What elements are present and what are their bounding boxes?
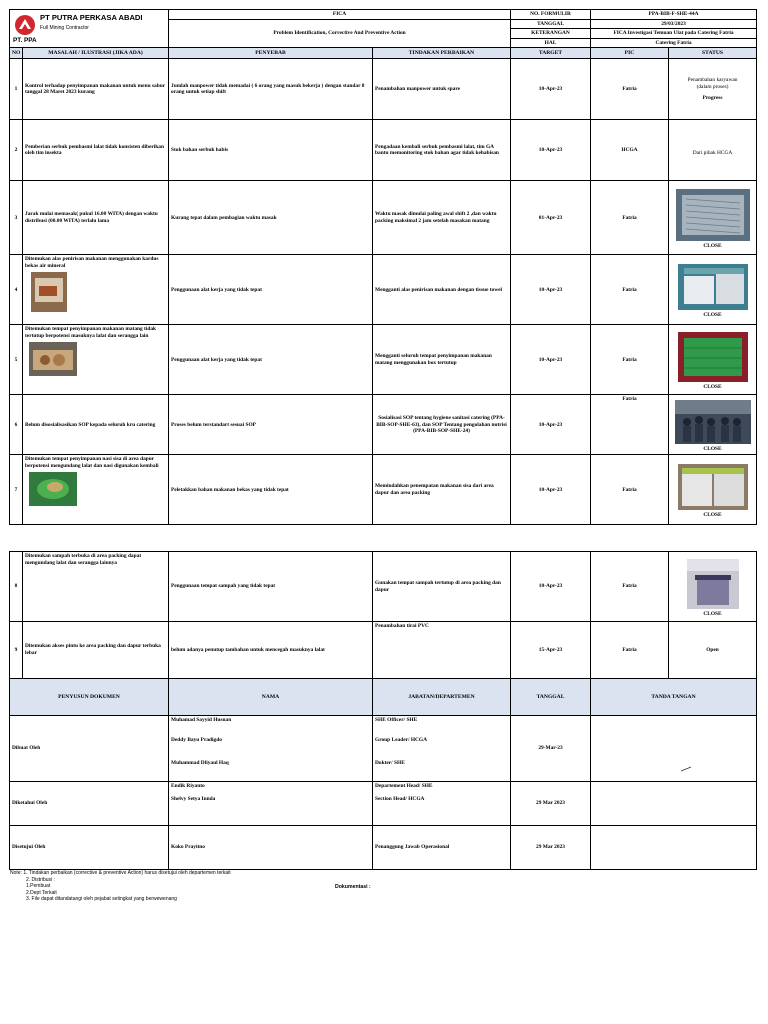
signoff-row-diketahui [10,782,757,826]
signoff-names [169,716,373,782]
table-row [10,395,757,455]
signoff-name: Muhammad Dliyaul Haq [171,760,229,767]
row-masalah: Kontrol terhadap penyimpanan makanan untuk menu sahur tanggal 28 Maret 2023 kurang [23,59,169,120]
signoff-header-jabatan: JABATAN/DEPARTEMEN [373,679,511,716]
row-masalah: Belum disosialisasikan SOP kepada seluruh kru catering [23,395,169,455]
signoff-signature-cell [591,716,757,782]
signoff-role: Departement Head/ SHE [375,783,433,789]
row-penyebab: Kurang tepat dalam pembagian waktu masak [169,181,373,255]
row-masalah [23,255,169,325]
signature-mark-icon [680,766,692,772]
evidence-photo-cardboard-icon [31,272,67,312]
row-masalah-text: Ditemukan tempat penyimpanan makanan matang tidak tertutup berpotensi masuknya lalat dan serangga lain [25,326,157,339]
signoff-role: SHE Officer/ SHE [375,717,418,723]
row-target: 10-Apr-23 [511,255,591,325]
row-no: 9 [10,622,23,679]
table-row [10,181,757,255]
meta-label-2: KETERANGAN [511,29,591,39]
signoff-roles [373,716,511,782]
row-status [669,59,757,120]
evidence-photo-trash-bin-icon [687,559,739,609]
signoff-name: Endik Riyanto [171,783,205,789]
table-row [10,120,757,181]
evidence-photo-tissue-box-icon [678,264,748,310]
status-label: CLOSE [703,511,722,518]
signoff-header-ttd: TANDA TANGAN [591,679,757,716]
col-status: STATUS [669,48,757,59]
row-masalah [23,325,169,395]
signoff-row-dibuat [10,716,757,782]
row-no: 7 [10,455,23,525]
note-line: Note: 1. Tindakan perbaikan (corrective & preventive Action) harus disetujui oleh departemen terkait [10,870,231,876]
row-tindakan: Memindahkan penempatan makanan sisa dari area dapur dan area packing [373,455,511,525]
status-label: CLOSE [703,242,722,249]
signoff-header-penyusun: PENYUSUN DOKUMEN [10,679,169,716]
row-tindakan: Penambahan tirai PVC [373,622,511,679]
table-row [10,622,757,679]
col-pic: PIC [591,48,669,59]
row-masalah: Pemberian serbuk pembasmi lalat tidak konsisten diberikan oleh tim insekta [23,120,169,181]
status-line: (dalam proses) [696,83,729,90]
signoff-label: Disetujui Oleh [10,826,169,870]
row-pic: Fatria [591,395,669,455]
row-status [669,552,757,622]
footnotes [10,870,231,903]
row-no: 8 [10,552,23,622]
col-penyebab: PENYEBAB [169,48,373,59]
row-pic: Fatria [591,325,669,395]
row-target: 10-Apr-23 [511,395,591,455]
company-subtitle: Full Mining Contractor [40,25,89,31]
meta-label-3: HAL [511,38,591,48]
signoff-name: Deddy Bayu Pradigdo [171,736,222,743]
row-target: 10-Apr-23 [511,455,591,525]
fica-table-bottom [9,551,757,870]
meta-value-3: Catering Fatria [591,38,757,48]
row-target: 10-Apr-23 [511,120,591,181]
row-tindakan: Penambahan manpower untuk spare [373,59,511,120]
row-target: 10-Apr-23 [511,552,591,622]
row-status: Open [669,622,757,679]
row-tindakan: Sosialisasi SOP tentang hygiene sanitasi catering (PPA-BIB-SOP-SHE-63), dan SOP Tentang pengolahan nutrisi (PPA-BIB-SOP-SHE-24) [373,395,511,455]
evidence-photo-food-trays-icon [676,189,750,241]
table-row [10,59,757,120]
row-status [669,255,757,325]
company-name: PT PUTRA PERKASA ABADI [40,13,143,22]
row-masalah-text: Ditemukan alas penirisan makanan menggunakan kardus bekas air mineral [25,256,159,269]
status-label: CLOSE [703,445,722,452]
signoff-name: Shelvy Setya Innda [171,795,216,802]
evidence-photo-socialization-icon [675,400,751,444]
col-masalah: MASALAH / ILUSTRASI (JIKA ADA) [23,48,169,59]
signoff-role: Dokter/ SHE [375,760,405,767]
row-pic: Fatria [591,552,669,622]
row-status [669,455,757,525]
row-status [669,395,757,455]
row-target: 10-Apr-23 [511,59,591,120]
row-masalah: Ditemukan sampah terbuka di area packing dapat mengundang lalat dan serangga lainnya [23,552,169,622]
evidence-photo-storage-boxes-icon [678,464,748,510]
row-no: 6 [10,395,23,455]
signoff-date: 29 Mar 2023 [511,782,591,826]
signoff-signature-cell [591,782,757,826]
evidence-photo-leftover-rice-icon [29,472,77,506]
note-line: 2.Dept Terkait [26,889,57,896]
signoff-names [169,782,373,826]
signoff-date: 29-Mar-23 [511,716,591,782]
signoff-signature-cell [591,826,757,870]
status-line: Penambahan karyawan [687,76,738,83]
signoff-row-disetujui [10,826,757,870]
row-pic: Fatria [591,455,669,525]
row-pic: Fatria [591,622,669,679]
meta-value-0: PPA-BIB-F-SHE-44A [591,10,757,20]
row-no: 1 [10,59,23,120]
evidence-photo-open-tray-icon [29,342,77,376]
meta-label-0: NO. FORMULIR [511,10,591,20]
col-no: NO [10,48,23,59]
row-target: 01-Apr-23 [511,181,591,255]
row-target: 15-Apr-23 [511,622,591,679]
row-penyebab: Peletakkan bahan makanan bekas yang tidak tepat [169,455,373,525]
row-penyebab: Penggunaan alat kerja yang tidak tepat [169,325,373,395]
signoff-header-tanggal: TANGGAL [511,679,591,716]
row-masalah: Ditemukan akses pintu ke area packing dan dapur terbuka lebar [23,622,169,679]
note-line: 3. File dapat ditandatangi oleh pejabat setingkat yang berwewenang [26,896,177,903]
evidence-photo-green-box-icon [678,332,748,382]
doc-type: FICA [169,10,511,20]
row-no: 2 [10,120,23,181]
status-label: CLOSE [703,311,722,318]
row-tindakan: Gunakan tempat sampah tertutup di area packing dan dapur [373,552,511,622]
row-tindakan: Waktu masak dimulai paling awal shift 2 ,dan waktu packing maksimal 2 jam setelah masakan matang [373,181,511,255]
note-line: 1.Pembuat [26,883,51,890]
row-masalah-text: Ditemukan tempat penyimpanan nasi sisa di area dapur berpotensi mengundang lalat dan nasi digunakan kembali [25,456,159,469]
row-no: 4 [10,255,23,325]
row-pic: HCGA [591,120,669,181]
row-tindakan: Pengadaan kembali serbuk pembasmi lalat, tim GA bantu memonitoring stok bahan agar tidak kehabisan [373,120,511,181]
row-penyebab: Jumlah manpower tidak memadai ( 6 orang yang masuk bekerja ) dengan standar 8 orang untuk setiap shift [169,59,373,120]
status-label: CLOSE [703,610,722,617]
row-masalah [23,455,169,525]
col-tindakan: TINDAKAN PERBAIKAN [373,48,511,59]
row-masalah: Jarak mulai memasak( pukul 16.00 WITA) dengan waktu distribusi (00.00 WITA) terlalu lama [23,181,169,255]
row-pic: Fatria [591,59,669,120]
signoff-roles [373,782,511,826]
ppa-logo-icon [14,14,36,36]
doc-subtitle: Problem Identification, Corrective And Preventive Action [169,19,511,48]
logo-text: PT. PPA [13,37,37,44]
signoff-role: Penanggung Jawab Operasional [373,826,511,870]
row-no: 3 [10,181,23,255]
row-penyebab: Proses belum terstandart sesuai SOP [169,395,373,455]
signoff-role: Group Leader/ HCGA [375,736,428,743]
row-penyebab: Stok bahan serbuk habis [169,120,373,181]
table-row [10,455,757,525]
signoff-date: 29 Mar 2023 [511,826,591,870]
row-tindakan: Mengganti alas penirisan makanan dengan tissue towel [373,255,511,325]
row-status [669,181,757,255]
row-tindakan: Mengganti seluruh tempat penyimpanan makanan matang menggunakan box tertutup [373,325,511,395]
row-target: 10-Apr-23 [511,325,591,395]
row-status [669,120,757,181]
meta-value-2: FICA Investigasi Temuan Ulat pada Catering Fatria [591,29,757,39]
row-penyebab: Penggunaan tempat sampah yang tidak tepat [169,552,373,622]
fica-table-top [9,9,757,525]
col-target: TARGET [511,48,591,59]
status-label: Progress [702,94,723,101]
table-row [10,325,757,395]
signoff-name: Koko Prayitno [169,826,373,870]
status-label: CLOSE [703,383,722,390]
signoff-role: Section Head/ HCGA [375,795,425,802]
signoff-name: Muhamad Sayyid Husnan [171,717,232,723]
signoff-header-nama: NAMA [169,679,373,716]
row-pic: Fatria [591,181,669,255]
meta-label-1: TANGGAL [511,19,591,29]
table-row [10,255,757,325]
row-penyebab: belum adanya penutup tambahan untuk mencegah masuknya lalat [169,622,373,679]
signoff-label: Diketahui Oleh [10,782,169,826]
row-status [669,325,757,395]
table-row [10,552,757,622]
signoff-label: Dibuat Oleh [10,716,169,782]
row-no: 5 [10,325,23,395]
row-penyebab: Penggunaan alat kerja yang tidak tepat [169,255,373,325]
row-pic: Fatria [591,255,669,325]
meta-value-1: 29/03/2023 [591,19,757,29]
dokumentasi-label: Dokumentasi : [335,884,371,890]
company-logo-cell [10,10,169,48]
note-line: 2. Distribusi : [26,876,55,883]
status-line: Dari pihak HCGA [692,149,733,156]
